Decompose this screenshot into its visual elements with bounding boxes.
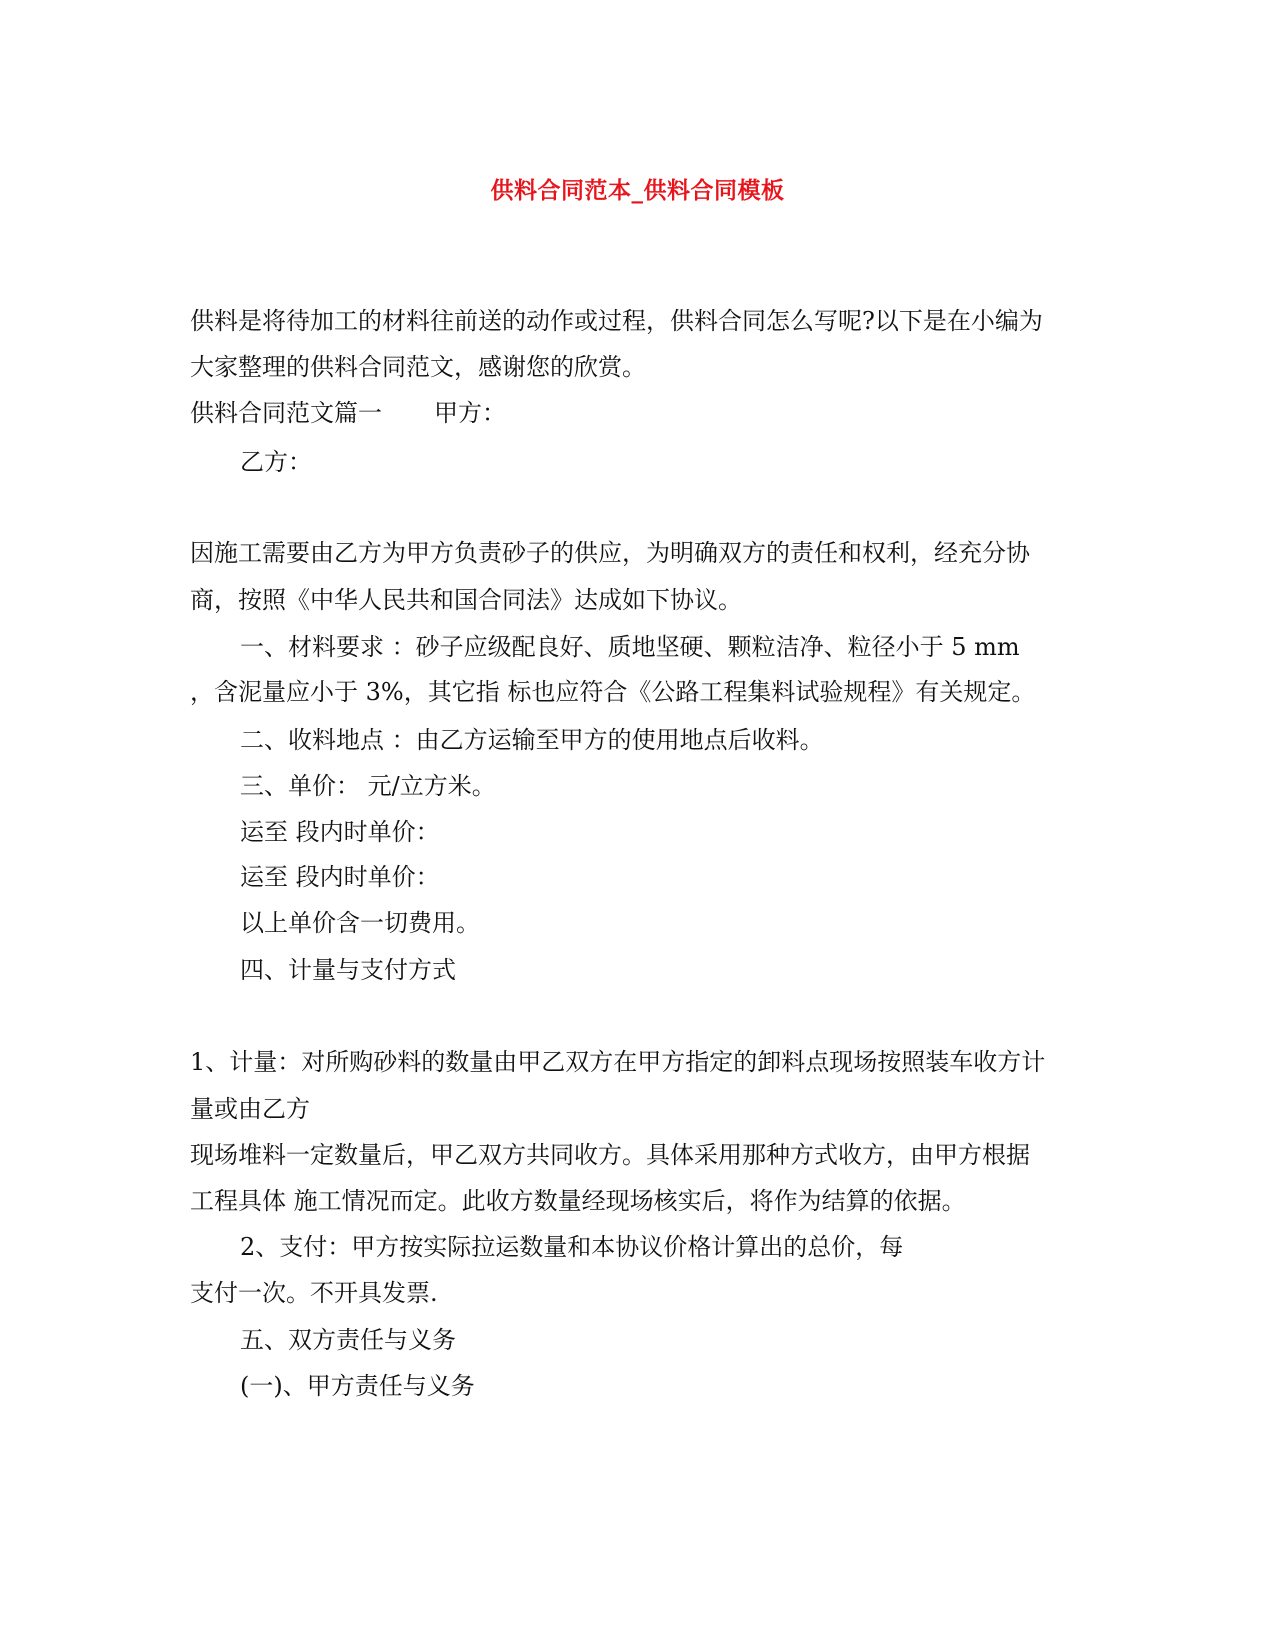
clause-4-heading: 四、计量与支付方式: [240, 956, 456, 984]
party-b-label: 乙方：: [240, 448, 312, 476]
clause-3: 三、单价： 元/立方米。: [240, 772, 496, 800]
party-a-label: 甲方：: [434, 399, 506, 427]
clause-1-line-1: 一、材料要求 ：砂子应级配良好、质地坚硬、颗粒洁净、粒径小于 5 mm: [240, 633, 1020, 661]
clause-5-sub-1: (一)、甲方责任与义务: [240, 1372, 475, 1400]
clause-2: 二、收料地点 ：由乙方运输至甲方的使用地点后收料。: [240, 726, 824, 754]
intro-line-2: 大家整理的供料合同范文，感谢您的欣赏。: [190, 353, 646, 381]
measure-line-1: 1、计量：对所购砂料的数量由甲乙双方在甲方指定的卸料点现场按照装车收方计: [190, 1048, 1046, 1076]
clause-3-price-b: 运至 段内时单价：: [240, 863, 440, 891]
document-title: 供料合同范本_供料合同模板: [490, 178, 785, 204]
section-title: 供料合同范文篇一: [190, 399, 382, 427]
measure-line-2: 量或由乙方: [190, 1095, 310, 1123]
intro-line-1: 供料是将待加工的材料往前送的动作或过程，供料合同怎么写呢?以下是在小编为: [190, 307, 1043, 335]
payment-line-1: 2、支付：甲方按实际拉运数量和本协议价格计算出的总价，每: [240, 1233, 904, 1261]
payment-line-2: 支付一次。不开具发票.: [190, 1279, 438, 1307]
clause-5-heading: 五、双方责任与义务: [240, 1326, 456, 1354]
clause-1-line-2: ，含泥量应小于 3%，其它指 标也应符合《公路工程集料试验规程》有关规定。: [190, 678, 1036, 706]
preamble-line-2: 商，按照《中华人民共和国合同法》达成如下协议。: [190, 586, 742, 614]
preamble-line-1: 因施工需要由乙方为甲方负责砂子的供应，为明确双方的责任和权利，经充分协: [190, 539, 1030, 567]
measure-line-3: 现场堆料一定数量后，甲乙双方共同收方。具体采用那种方式收方，由甲方根据: [190, 1141, 1030, 1169]
section-heading-line: [190, 398, 506, 428]
clause-3-note: 以上单价含一切费用。: [240, 909, 480, 937]
measure-line-4: 工程具体 施工情况而定。此收方数量经现场核实后，将作为结算的依据。: [190, 1187, 966, 1215]
clause-3-price-a: 运至 段内时单价：: [240, 818, 440, 846]
